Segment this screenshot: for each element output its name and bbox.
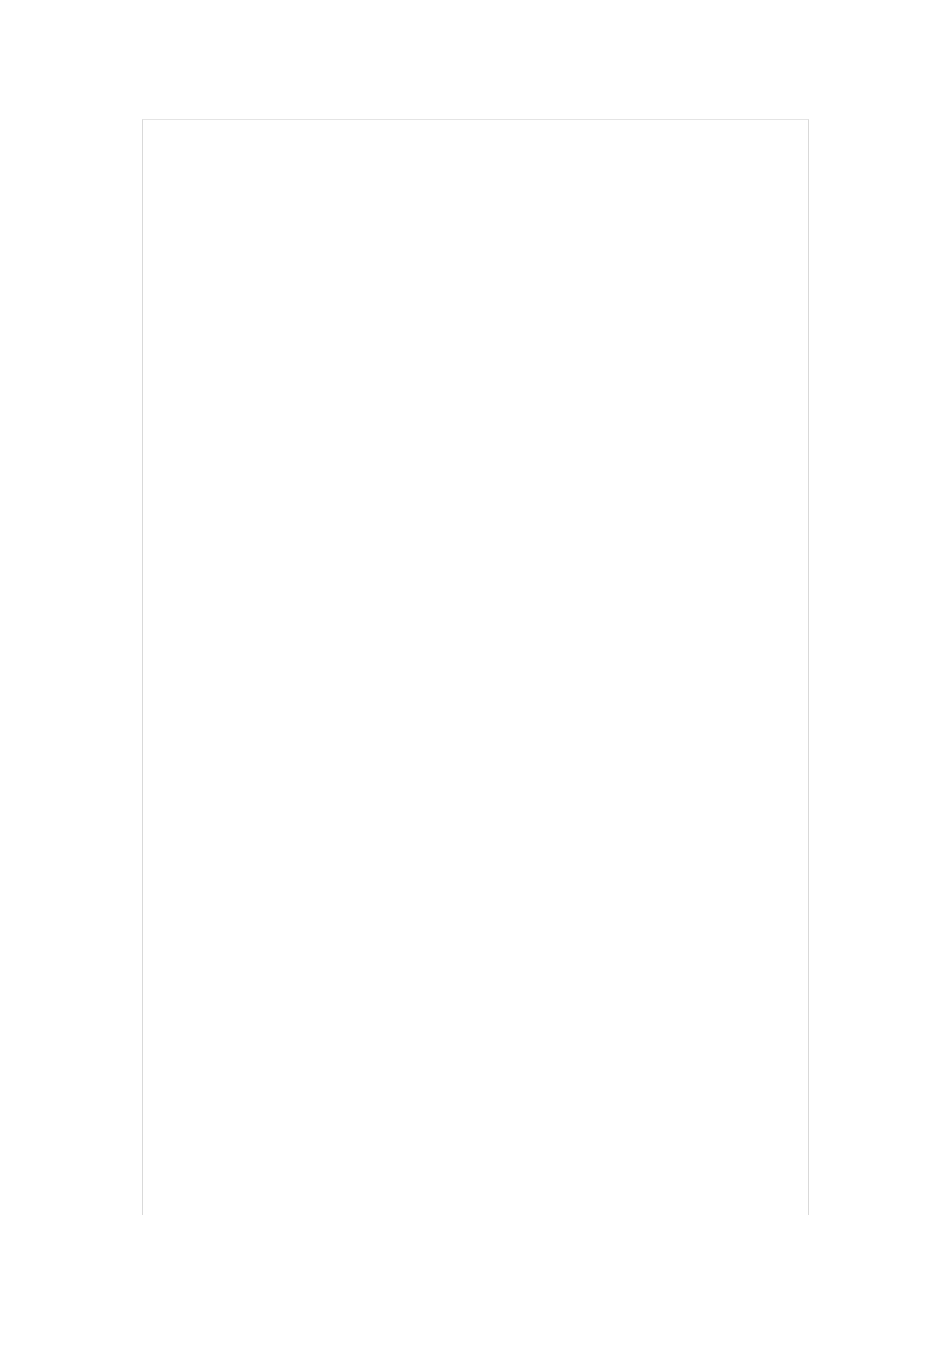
page-frame <box>142 119 809 1215</box>
